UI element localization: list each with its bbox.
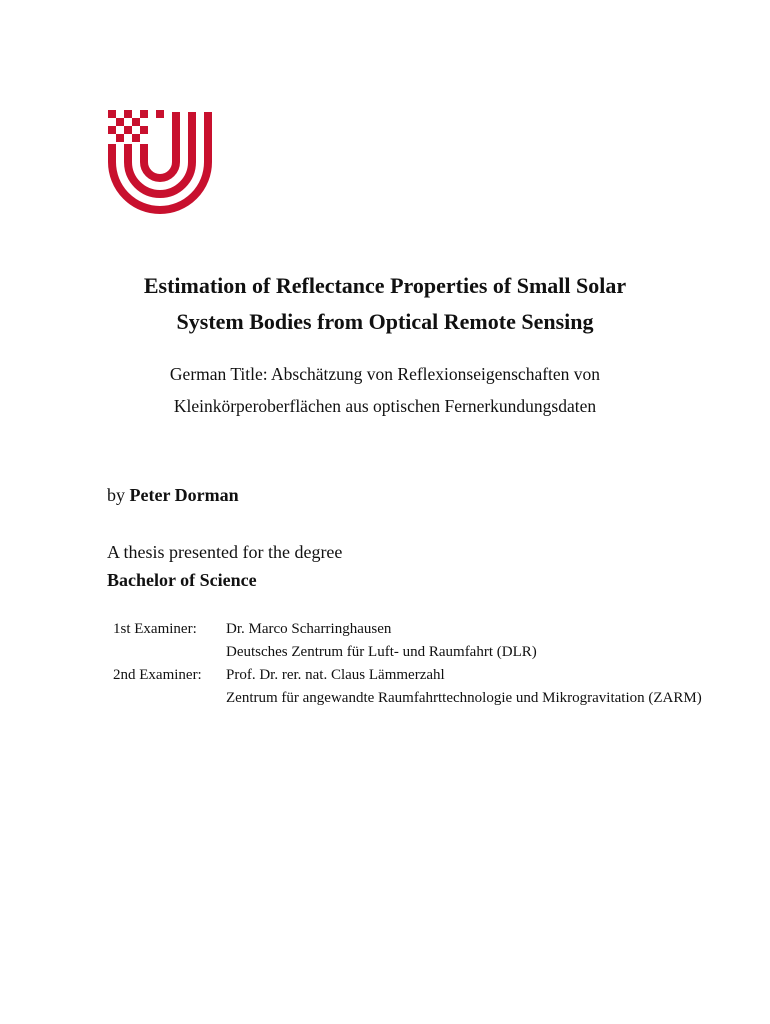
first-examiner-name: Dr. Marco Scharringhausen — [226, 621, 392, 637]
examiners-table — [113, 618, 702, 710]
first-examiner-label: 1st Examiner: — [113, 621, 197, 637]
author-name: Peter Dorman — [129, 485, 239, 505]
university-logo-icon — [108, 110, 212, 214]
german-title-line-2: Kleinkörperoberflächen aus optischen Fernerkundungsdaten — [173, 396, 597, 416]
german-title-line-1: German Title: Abschätzung von Reflexionseigenschaften von — [169, 364, 601, 384]
title-line-2: System Bodies from Optical Remote Sensing — [176, 309, 594, 334]
second-examiner-label: 2nd Examiner: — [113, 667, 202, 683]
thesis-title — [0, 268, 770, 340]
author-prefix: by — [107, 485, 125, 505]
title-line-1: Estimation of Reflectance Properties of Small Solar — [143, 273, 627, 298]
second-examiner-affiliation: Zentrum für angewandte Raumfahrttechnologie und Mikrogravitation (ZARM) — [226, 690, 702, 706]
university-logo — [108, 110, 212, 214]
examiner-row — [113, 664, 702, 687]
german-title — [0, 358, 770, 422]
degree-name: Bachelor of Science — [107, 570, 257, 590]
first-examiner-affiliation: Deutsches Zentrum für Luft- und Raumfahrt (DLR) — [226, 644, 537, 660]
second-examiner-name: Prof. Dr. rer. nat. Claus Lämmerzahl — [226, 667, 445, 683]
examiner-row — [113, 618, 702, 641]
examiner-row — [113, 641, 702, 664]
degree-intro: A thesis presented for the degree — [107, 542, 343, 562]
author-line — [107, 483, 239, 507]
examiner-row — [113, 687, 702, 710]
